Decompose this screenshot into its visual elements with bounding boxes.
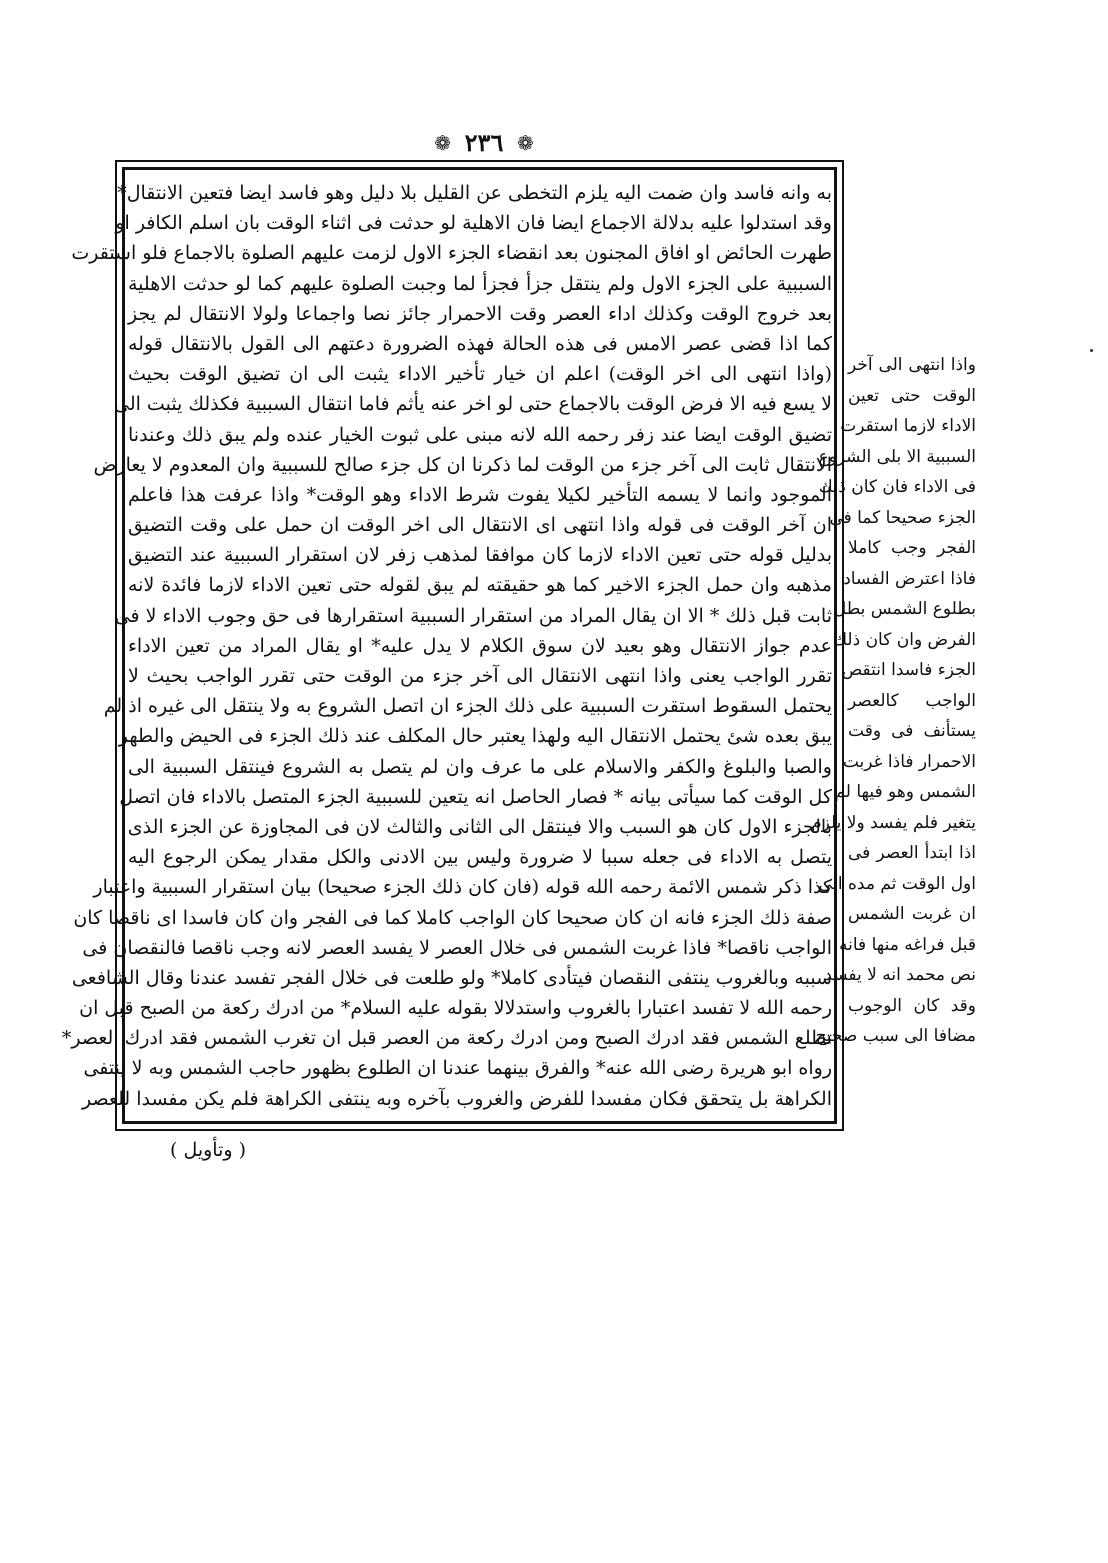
margin-text-line: اذا ابتدأ العصر فى — [848, 843, 976, 863]
margin-text-line: مضافا الى سبب صحيح — [815, 1026, 976, 1046]
main-text-line: ان آخر الوقت فى قوله واذا انتهى اى الانتقال الى اخر الوقت ان حمل على وقت التضيق — [128, 514, 832, 537]
catchword: ( وتأويل ) — [170, 1139, 247, 1161]
margin-text-line: الاداء لازما استقرت — [840, 416, 976, 436]
margin-text-line: الشمس وهو فيها لم — [834, 782, 976, 802]
margin-text-line: السببية الا بلى الشروع — [818, 446, 976, 467]
main-text-line: كل الوقت كما سيأتى بيانه * فصار الحاصل انه يتعين للسببية الجزء المتصل بالاداء فان اتصل — [119, 785, 832, 808]
main-text-line: والصبا والبلوغ والكفر والاسلام على ما عرف وان لم يتصل به الشروع فينتقل السببية الى — [128, 755, 832, 778]
margin-text-line: الجزء صحيحا كما فى — [829, 507, 976, 528]
main-text-line: سببه وبالغروب ينتفى النقصان فيتأدى كاملا* ولو طلعت فى خلال الفجر تفسد عندنا وقال الشافعى — [71, 966, 832, 989]
main-text-line: كذا ذكر شمس الائمة رحمه الله قوله (فان كان ذلك الجزء صحيحا) بيان استقرار السببية واعتبار — [93, 876, 832, 899]
main-text-body — [61, 178, 832, 1114]
main-text-line: رواه ابو هريرة رضى الله عنه* والفرق بينهما عندنا ان الطلوع بظهور حاجب الشمس وبه لا ينتفى — [83, 1057, 832, 1080]
main-text-line: الواجب ناقصا* فاذا غربت الشمس فى خلال العصر لا يفسد العصر لانه وجب ناقصا فالنقصان فى — [82, 936, 832, 959]
main-text-line: السببية على الجزء الاول ولم ينتقل جزأ فجزأ لما وجبت الصلوة عليهم كما لو حدثت الاهلية — [128, 272, 832, 295]
main-text-line: بالجزء الاول كان هو السبب والا فينتقل الى الثانى والثالث لان فى المجاوزة عن الجزء الذى — [127, 815, 832, 838]
main-text-line: (واذا انتهى الى اخر الوقت) اعلم ان خيار تأخير الاداء يثبت الى ان تضيق الوقت بحيث — [128, 363, 832, 386]
margin-text-line: اول الوقت ثم مده الى — [818, 873, 976, 894]
main-text-line: لا يسع فيه الا فرض الوقت بالاجماع حتى لو اخر عنه يأثم فاما انتقال السببية فكذلك يثبت الى — [113, 393, 832, 416]
ornament-right-icon: ❁ — [516, 130, 534, 155]
margin-text-line: ان غربت الشمس — [848, 904, 976, 924]
main-text-line: ثابت قبل ذلك * الا ان يقال المراد من استقرار السببية استقرارها فى حق وجوب الاداء لا فى — [114, 604, 832, 627]
main-text-line: يحتمل السقوط استقرت السببية على ذلك الجزء ان اتصل الشروع به ولا ينتقل الى غيره اذ لم — [103, 695, 832, 718]
main-text-line: عدم جواز الانتقال وهو بعيد لان سوق الكلام لا يدل عليه* او يقال المراد من تعين الاداء — [128, 634, 832, 657]
margin-text-line: الفرض وان كان ذلك — [833, 629, 976, 650]
main-text-line: وقد استدلوا عليه بدلالة الاجماع ايضا فان الاهلية لو حدثت فى اثناء الوقت بان اسلم الكافر او — [115, 212, 832, 235]
main-text-line: مذهبه وان حمل الجزء الاخير كما هو حقيقته لم يبق لقوله حتى تعين الاداء لازما فائدة لانه — [128, 574, 832, 597]
margin-text-column — [811, 350, 976, 1052]
margin-text-line: يستأنف فى وقت — [848, 721, 976, 741]
main-text-line: يتصل به الاداء فى جعله سببا لا ضرورة وليس بين الادنى والكل مقدار يمكن الرجوع اليه — [128, 846, 832, 869]
margin-text-line: الفجر وجب كاملا — [848, 538, 976, 558]
margin-text-line: فاذا اعترض الفساد — [843, 568, 976, 589]
main-text-line: يبق بعده شئ يحتمل الانتقال اليه ولهذا يعتبر حال المكلف عند ذلك الجزء فى الحيض والطهر — [118, 725, 832, 748]
margin-text-line: يتغير فلم يفسد ولا يلزم — [811, 812, 976, 833]
margin-text-line: الواجب كالعصر — [848, 690, 976, 711]
main-text-line: طهرت الحائض او افاق المجنون بعد انقضاء الجزء الاول لزمت عليهم الصلوة بالاجماع فلو استقرت — [71, 242, 832, 265]
main-text-line: كما اذا قضى عصر الامس فى هذه الحالة فهذه الضرورة دعتهم الى القول بالانتقال قوله — [128, 332, 832, 355]
margin-text-line: نص محمد انه لا يفسد — [824, 965, 976, 985]
margin-text-line: فى الاداء فان كان ذلك — [818, 477, 976, 497]
main-text-line: تضيق الوقت ايضا عند زفر رحمه الله لانه مبنى على ثبوت الخيار عنده ولم يبق ذلك وعندنا — [128, 423, 832, 446]
main-text-line: الكراهة بل يتحقق فكان مفسدا للفرض والغروب بآخره وبه ينتفى الكراهة فلم يكن مفسدا للعصر — [81, 1087, 832, 1110]
main-text-line: بعد خروج الوقت وكذلك اداء العصر وقت الاحمرار جائز نصا واجماعا ولولا الانتقال لم يجز — [128, 302, 832, 325]
main-text-line: به وانه فاسد وان ضمت اليه يلزم التخطى عن القليل بلا دليل وهو فاسد ايضا فتعين الانتقال* — [117, 182, 832, 204]
ornament-left-icon: ❁ — [434, 130, 452, 155]
margin-text-line: الوقت حتى تعين — [848, 385, 976, 406]
main-text-line: تطلع الشمس فقد ادرك الصبح ومن ادرك ركعة من العصر قبل ان تغرب الشمس فقد ادرك العصر* — [61, 1027, 832, 1050]
main-text-line: بدليل قوله حتى تعين الاداء لازما كان موافقا لمذهب زفر لان استقرار السببية عند التضيق — [128, 544, 832, 567]
main-text-line: رحمه الله لا تفسد اعتبارا بالغروب واستدلالا بقوله عليه السلام* من ادرك ركعة من الصبح قبل ان — [79, 997, 832, 1020]
main-text-line: صفة ذلك الجزء فانه ان كان صحيحا كان الواجب كاملا كما فى الفجر وان كان فاسدا اى ناقصا كان — [73, 906, 832, 929]
page-number: ٢٣٦ — [464, 127, 504, 157]
margin-text-line: وقد كان الوجوب — [848, 995, 976, 1016]
main-text-line: الانتقال ثابت الى آخر جزء من الوقت لما ذكرنا ان كل جزء صالح للسببية وان المعدوم لا يعارض — [93, 453, 832, 476]
margin-text-line: بطلوع الشمس بطل — [833, 599, 976, 619]
margin-text-line: الجزء فاسدا انتقص — [841, 660, 976, 680]
margin-text-line: الاحمرار فاذا غربت — [842, 751, 976, 772]
page-speck — [1090, 349, 1093, 352]
page-number-header — [424, 123, 544, 159]
main-text-line: تقرر الواجب يعنى واذا انتهى الانتقال الى آخر جزء من الوقت حتى تقرر الواجب بحيث لا — [128, 665, 832, 687]
main-text-line: الموجود وانما لا يسمه التأخير لكيلا يفوت شرط الاداء وهو الوقت* واذا عرفت هذا فاعلم — [128, 483, 832, 506]
margin-text-line: قبل فراغه منها فانه — [839, 934, 976, 955]
margin-text-line: واذا انتهى الى آخر — [848, 355, 976, 375]
